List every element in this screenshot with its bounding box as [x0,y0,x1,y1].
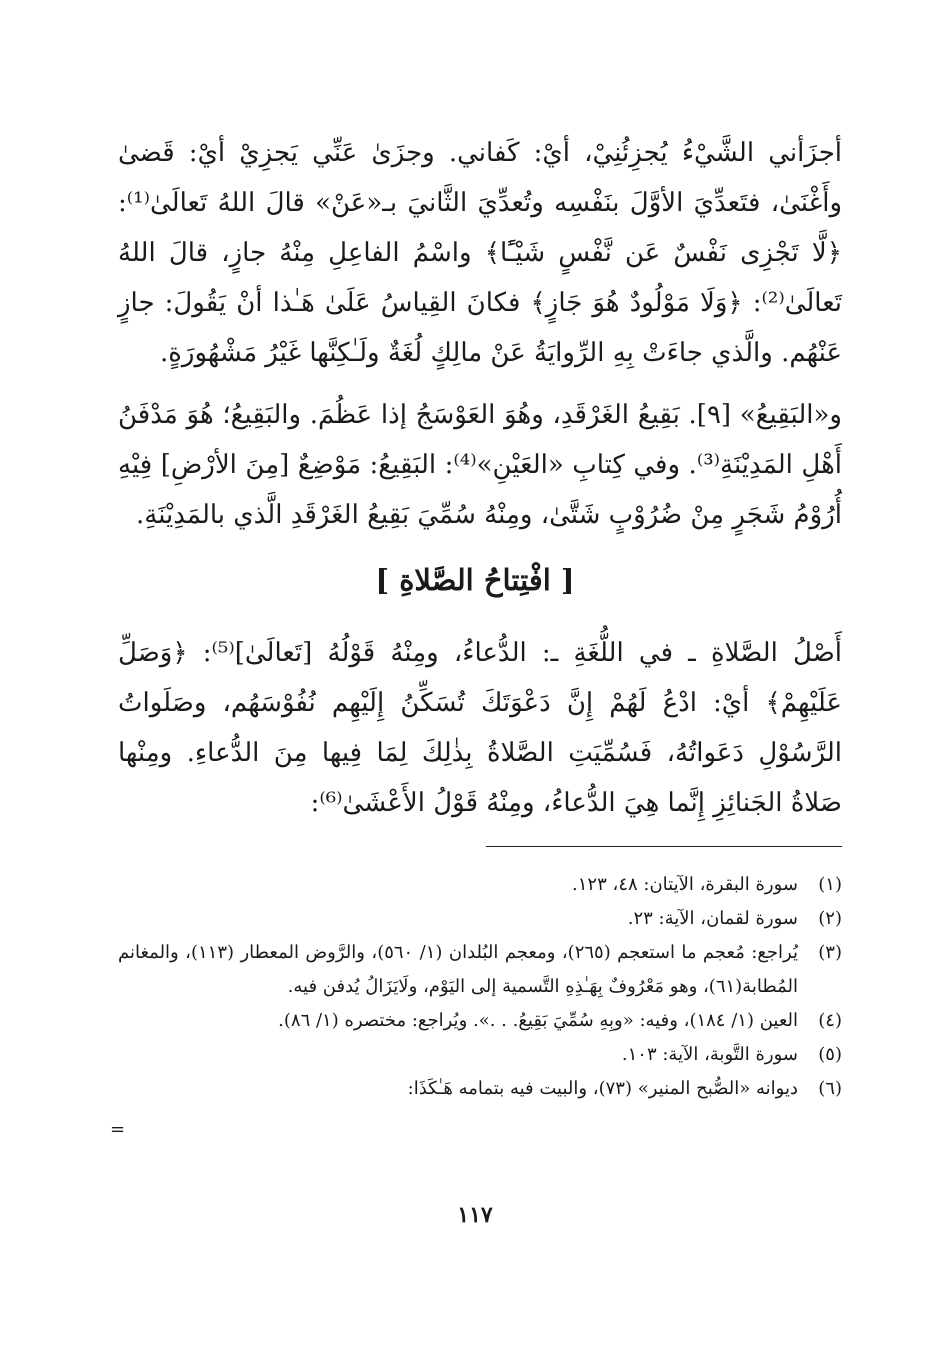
footnote-item [118,1004,842,1038]
main-text-block [118,128,842,540]
footnote-text: ديوانه «الصُّبح المنير» (٧٣)، والبيت فيه بتمامه هَـٰكَذَا: [407,1078,798,1099]
footnote-text: العين (١/ ١٨٤)، وفيه: «وبِهِ سُمِّيَ بَقِيعُ. . .». ويُراجع: مختصره (١/ ٨٦). [278,1010,798,1031]
footnote-separator [486,846,842,847]
footnote-item [118,1038,842,1072]
footnote-number: (١) [818,874,842,895]
footnote-number: (٥) [818,1044,842,1065]
section-heading: [ افْتِتاحُ الصَّلاةِ ] [375,563,575,597]
footnote-number: (٣) [818,942,842,963]
footnote-item [118,902,842,936]
paragraph-3: أَصْلُ الصَّلاةِ ـ في اللُّغَةِ ـ: الدُّعاءُ، ومِنْهُ قَوْلُهُ [تَعالَىٰ]⁽⁵⁾: ﴿وَصَلِّ عَلَيْهِمْ﴾ أيْ: ادْعُ لَهُمْ إِنَّ دَعْوَتَكَ تُسَكِّنُ إِلَيْهِم نُفُوْسَهُم، وصَلَواتُ الرَّسُوْلِ دَعَواتُهُ، فَسُمِّيَتِ الصَّلاةُ بِذٰلِكَ لِمَا فِيها مِنَ الدُّعاءِ. ومِنْها صَلاةُ الجَنائِزِ إِنَّما هِيَ الدُّعاءُ، ومِنْهُ قَوْلُ الأَعْشَىٰ⁽⁶⁾: [118,638,843,818]
section-text-block [118,628,842,828]
continuation-mark: = [110,1119,126,1140]
footnote-text: سورة لقمان، الآية: ٢٣. [627,908,798,929]
footnote-text: يُراجع: مُعجم ما استعجم (٢٦٥)، ومعجم البُلدان (١/ ٥٦٠)، والرَّوض المعطار (١١٣)، والمغانم المُطابة(٦١)، وهو مَعْرُوفٌ بِهَـٰذِهِ التَّسمية إلى اليَوْم، ولَايَزَالُ يُدفن فيه. [118,942,798,997]
footnote-number: (٦) [818,1078,842,1099]
footnote-item [118,868,842,902]
footnote-text: سورة التَّوبة، الآية: ١٠٣. [621,1044,798,1065]
footnote-number: (٢) [818,908,842,929]
footnote-item [118,936,842,1004]
footnote-text: سورة البقرة، الآيتان: ٤٨، ١٢٣. [572,874,798,895]
footnotes-list [118,868,842,1106]
paragraph-2: و«البَقِيعُ» [٩]. بَقِيعُ الغَرْقَدِ، وهُوَ العَوْسَجُ إذا عَظُمَ. والبَقِيعُ؛ هُوَ مَدْفَنُ أَهْلِ المَدِيْنَةِ⁽³⁾. وفي كِتابِ «العَيْنِ»⁽⁴⁾: البَقِيعُ: مَوْضِعٌ [مِنَ الأرْضِ] فِيْهِ أُرُوْمُ شَجَرٍ مِنْ ضُرُوْبٍ شَتَّىٰ، ومِنْهُ سُمِّيَ بَقِيعُ الغَرْقَدِ الَّذي بالمَدِيْنَةِ. [118,400,843,530]
footnote-item [118,1072,842,1106]
paragraph-1: أجزَأني الشَّيْءُ يُجزِئُنِيْ، أيْ: كَفاني. وجزَىٰ عَنِّي يَجزِيْ أيْ: قَضىٰ وأَغْنَىٰ، فتَعدِّيَ الأوَّلَ بنَفْسِه وتُعدِّيَ الثَّانيَ بـ«عَنْ» قالَ اللهُ تَعالَىٰ⁽¹⁾: ﴿لَّا تَجْزِى نَفْسٌ عَن نَّفْسٍ شَيْـًٔا﴾ واسْمُ الفاعِلِ مِنْهُ جازٍ، قالَ اللهُ تَعالَىٰ⁽²⁾: ﴿وَلَا مَوْلُودٌ هُوَ جَازٍ﴾ فكانَ القِياسُ عَلَىٰ هَـٰذا أنْ يَقُولَ: جازٍ عَنْهُم. والَّذي جاءَتْ بِهِ الرِّوايَةُ عَنْ مالِكٍ لُغَةٌ ولَـٰكِنَّها غَيْرُ مَشْهُورَةٍ. [118,138,842,368]
footnote-number: (٤) [818,1010,842,1031]
page-number: ١١٧ [457,1202,493,1228]
